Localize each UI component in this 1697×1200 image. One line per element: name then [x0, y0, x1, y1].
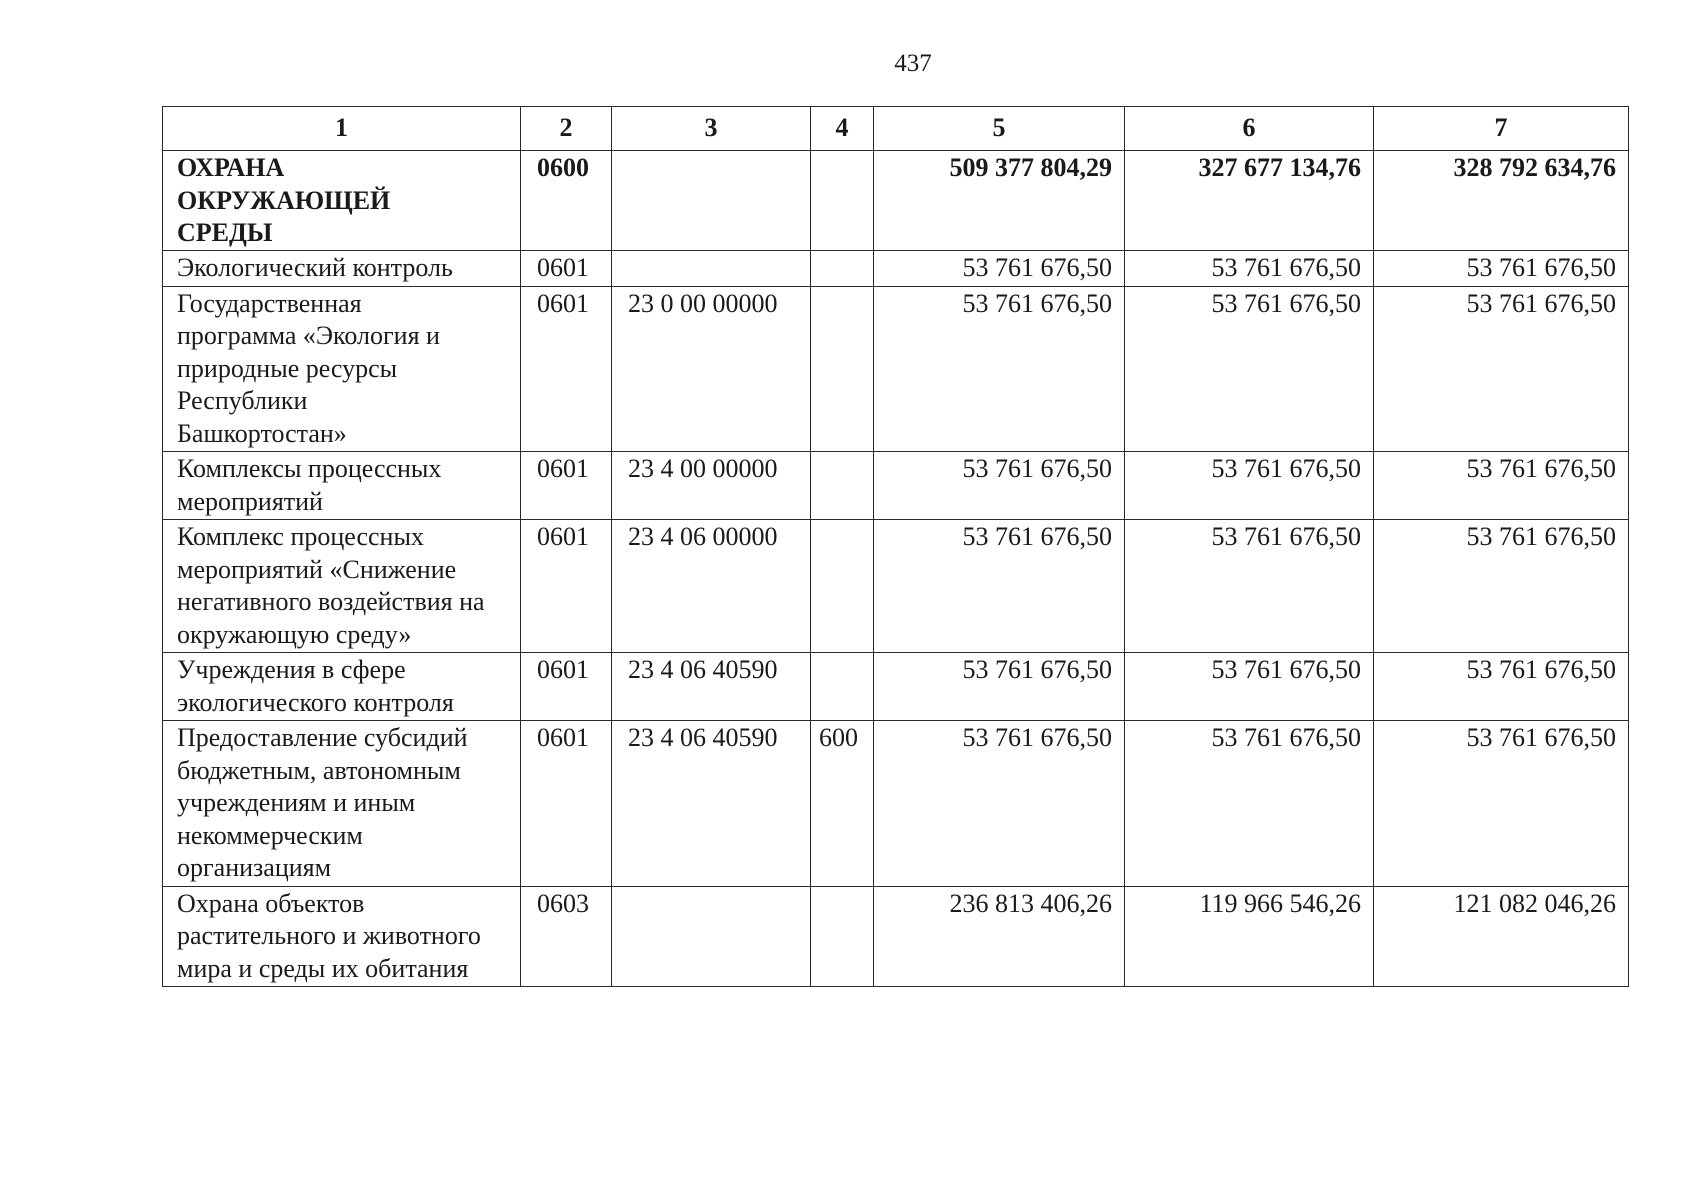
row-value-6: 53 761 676,50 [1125, 452, 1374, 520]
row-name: Комплекс процессных мероприятий «Снижение негативного воздействия на окружающую среду» [163, 520, 521, 653]
row-expense-type [811, 286, 874, 452]
row-section: 0603 [521, 886, 612, 987]
header-col-4: 4 [811, 107, 874, 151]
row-target: 23 0 00 00000 [612, 286, 811, 452]
row-section: 0601 [521, 251, 612, 287]
row-expense-type [811, 886, 874, 987]
header-col-1: 1 [163, 107, 521, 151]
row-target [612, 151, 811, 251]
header-col-5: 5 [874, 107, 1125, 151]
row-value-6: 119 966 546,26 [1125, 886, 1374, 987]
page-number: 437 [894, 50, 932, 77]
table-row [163, 520, 1629, 653]
row-value-6: 53 761 676,50 [1125, 721, 1374, 887]
row-target [612, 886, 811, 987]
table-row [163, 886, 1629, 987]
row-value-5: 53 761 676,50 [874, 653, 1125, 721]
row-value-6: 327 677 134,76 [1125, 151, 1374, 251]
row-value-7: 53 761 676,50 [1374, 251, 1629, 287]
row-target: 23 4 06 40590 [612, 721, 811, 887]
row-value-5: 53 761 676,50 [874, 251, 1125, 287]
budget-table [162, 106, 1629, 987]
row-value-5: 53 761 676,50 [874, 721, 1125, 887]
row-value-7: 53 761 676,50 [1374, 520, 1629, 653]
row-name: ОХРАНА ОКРУЖАЮЩЕЙ СРЕДЫ [163, 151, 521, 251]
row-value-6: 53 761 676,50 [1125, 286, 1374, 452]
row-section: 0601 [521, 520, 612, 653]
row-value-6: 53 761 676,50 [1125, 520, 1374, 653]
row-value-5: 236 813 406,26 [874, 886, 1125, 987]
row-expense-type [811, 520, 874, 653]
row-expense-type: 600 [811, 721, 874, 887]
row-name: Государственная программа «Экология и природные ресурсы Республики Башкортостан» [163, 286, 521, 452]
row-value-7: 53 761 676,50 [1374, 286, 1629, 452]
row-name: Комплексы процессных мероприятий [163, 452, 521, 520]
table-row [163, 151, 1629, 251]
table-body [163, 151, 1629, 987]
row-target [612, 251, 811, 287]
row-expense-type [811, 251, 874, 287]
row-expense-type [811, 653, 874, 721]
row-target: 23 4 06 00000 [612, 520, 811, 653]
table-row [163, 653, 1629, 721]
row-value-7: 328 792 634,76 [1374, 151, 1629, 251]
table-row [163, 251, 1629, 287]
table-header [163, 107, 1629, 151]
row-name: Учреждения в сфере экологического контроля [163, 653, 521, 721]
row-section: 0601 [521, 653, 612, 721]
row-value-5: 53 761 676,50 [874, 520, 1125, 653]
table-row [163, 721, 1629, 887]
row-expense-type [811, 151, 874, 251]
row-section: 0601 [521, 721, 612, 887]
row-section: 0601 [521, 286, 612, 452]
row-target: 23 4 06 40590 [612, 653, 811, 721]
row-value-6: 53 761 676,50 [1125, 251, 1374, 287]
header-col-6: 6 [1125, 107, 1374, 151]
table-row [163, 286, 1629, 452]
row-section: 0601 [521, 452, 612, 520]
table-row [163, 452, 1629, 520]
row-name: Экологический контроль [163, 251, 521, 287]
header-col-2: 2 [521, 107, 612, 151]
header-col-7: 7 [1374, 107, 1629, 151]
row-value-7: 53 761 676,50 [1374, 653, 1629, 721]
row-value-6: 53 761 676,50 [1125, 653, 1374, 721]
row-target: 23 4 00 00000 [612, 452, 811, 520]
row-value-5: 53 761 676,50 [874, 286, 1125, 452]
row-name: Предоставление субсидий бюджетным, автономным учреждениям и иным некоммерческим организациям [163, 721, 521, 887]
header-col-3: 3 [612, 107, 811, 151]
row-value-7: 53 761 676,50 [1374, 721, 1629, 887]
row-expense-type [811, 452, 874, 520]
row-value-5: 509 377 804,29 [874, 151, 1125, 251]
header-row [163, 107, 1629, 151]
row-name: Охрана объектов растительного и животного мира и среды их обитания [163, 886, 521, 987]
row-value-5: 53 761 676,50 [874, 452, 1125, 520]
row-value-7: 121 082 046,26 [1374, 886, 1629, 987]
row-section: 0600 [521, 151, 612, 251]
row-value-7: 53 761 676,50 [1374, 452, 1629, 520]
